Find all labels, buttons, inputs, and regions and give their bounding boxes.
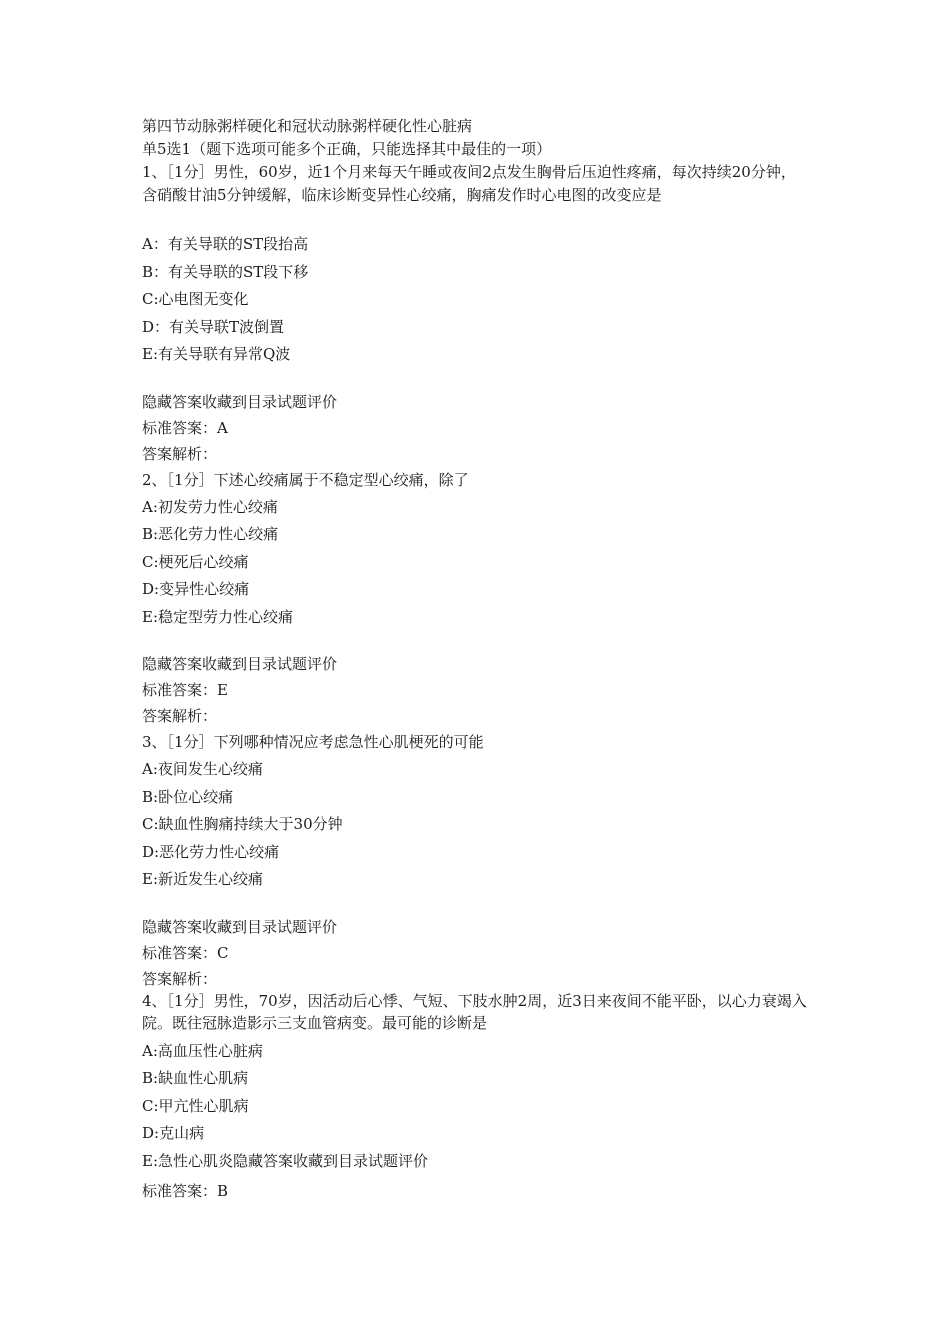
- answer-actions-link[interactable]: 隐藏答案收藏到目录试题评价: [142, 917, 338, 936]
- option-b[interactable]: B：有关导联的ST段下移: [142, 262, 309, 281]
- answer-block: [142, 916, 822, 990]
- question-4: [142, 990, 822, 1202]
- option-b[interactable]: B:恶化劳力性心绞痛: [142, 525, 279, 543]
- question-stem: 3、［1分］下列哪种情况应考虑急性心肌梗死的可能: [142, 733, 484, 751]
- document-title: 第四节动脉粥样硬化和冠状动脉粥样硬化性心脏病: [142, 117, 473, 135]
- answer-analysis: 答案解析：: [142, 444, 218, 463]
- question-2: [142, 469, 822, 732]
- option-b[interactable]: B:卧位心绞痛: [142, 787, 234, 806]
- option-e[interactable]: E:急性心肌炎隐藏答案收藏到目录试题评价: [142, 1151, 429, 1170]
- option-d[interactable]: D:克山病: [142, 1124, 205, 1142]
- instructions: 单5选1（题下选项可能多个正确，只能选择其中最佳的一项）: [142, 140, 552, 158]
- option-e[interactable]: E:有关导联有异常Q波: [142, 345, 291, 363]
- answer-block: [142, 653, 822, 731]
- option-b[interactable]: B:缺血性心肌病: [142, 1069, 249, 1087]
- option-a[interactable]: A：有关导联的ST段抬高: [142, 235, 309, 253]
- option-c[interactable]: C:甲亢性心肌病: [142, 1096, 249, 1115]
- question-stem: 2、［1分］下述心绞痛属于不稳定型心绞痛，除了: [142, 470, 469, 489]
- option-e[interactable]: E:新近发生心绞痛: [142, 870, 264, 888]
- option-e[interactable]: E:稳定型劳力性心绞痛: [142, 607, 294, 626]
- option-d[interactable]: D:恶化劳力性心绞痛: [142, 842, 280, 861]
- option-d[interactable]: D:变异性心绞痛: [142, 580, 250, 598]
- option-d[interactable]: D：有关导联T波倒置: [142, 317, 285, 336]
- question-stem: 4、［1分］男性，70岁，因活动后心悸、气短、下肢水肿2周，近3日来夜间不能平卧，以心力衰竭入院。既往冠脉造影示三支血管病变。最可能的诊断是: [142, 991, 807, 1032]
- option-a[interactable]: A:高血压性心脏病: [142, 1041, 263, 1060]
- spacer: [142, 633, 822, 653]
- question-3: [142, 731, 822, 990]
- answer-actions-link[interactable]: 隐藏答案收藏到目录试题评价: [142, 655, 338, 673]
- option-c[interactable]: C:心电图无变化: [142, 290, 249, 308]
- answer-analysis: 答案解析：: [142, 707, 218, 725]
- spacer: [142, 896, 822, 916]
- answer-actions-link[interactable]: 隐藏答案收藏到目录试题评价: [142, 392, 338, 411]
- option-c[interactable]: C:缺血性胸痛持续大于30分钟: [142, 815, 343, 833]
- spacer: [142, 371, 822, 391]
- answer-analysis: 答案解析：: [142, 969, 218, 988]
- standard-answer: 标准答案：B: [142, 1181, 229, 1200]
- question-stem: 1、［1分］男性，60岁，近1个月来每天午睡或夜间2点发生胸骨后压迫性疼痛，每次持续20分钟，含硝酸甘油5分钟缓解，临床诊断变异性心绞痛，胸痛发作时心电图的改变应是: [142, 163, 796, 204]
- option-a[interactable]: A:夜间发生心绞痛: [142, 760, 263, 778]
- option-c[interactable]: C:梗死后心绞痛: [142, 552, 249, 571]
- standard-answer: 标准答案：C: [142, 943, 229, 962]
- standard-answer: 标准答案：A: [142, 418, 228, 437]
- standard-answer: 标准答案：E: [142, 681, 228, 699]
- option-a[interactable]: A:初发劳力性心绞痛: [142, 497, 278, 516]
- document-page: [142, 115, 822, 1202]
- answer-block: [142, 391, 822, 469]
- question-1: [142, 161, 822, 469]
